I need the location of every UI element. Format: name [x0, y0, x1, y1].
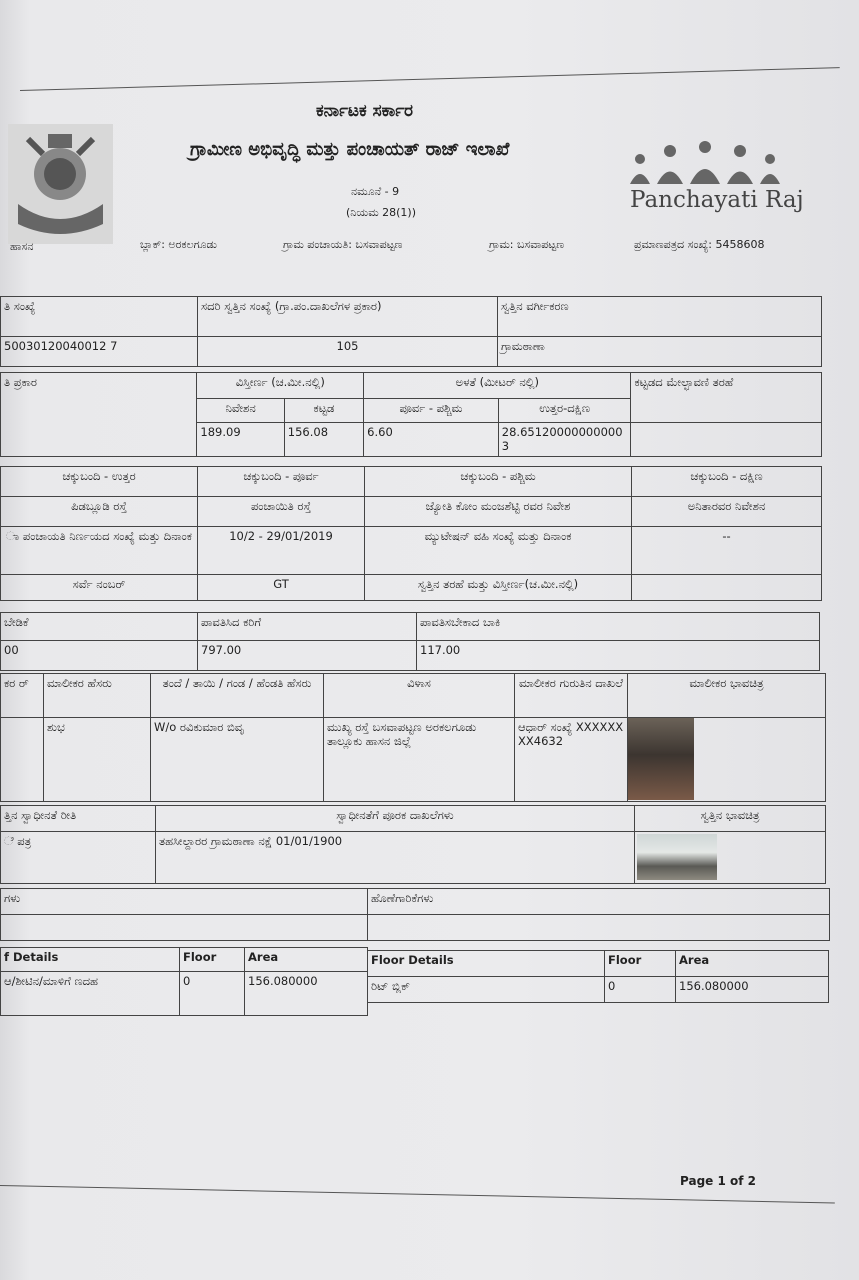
liabilities-table: [0, 888, 830, 941]
cell-area-right-label: Area: [676, 951, 829, 977]
cell-ownership-method-value: ೆ ಪತ್ರ: [1, 832, 156, 884]
cell-area-right-value: 156.080000: [676, 977, 829, 1003]
cell-ew-label: ಪೂರ್ವ - ಪಶ್ಚಿಮ: [364, 399, 499, 423]
cell-balance-label: ಪಾವತಿಸಬೇಕಾದ ಬಾಕಿ: [417, 613, 820, 641]
cell-photo-value: [628, 718, 826, 802]
cell-east-label: ಚಕ್ಕುಬಂದಿ - ಪೂರ್ವ: [198, 467, 365, 497]
certificate-number: ಪ್ರಮಾಣಪತ್ರದ ಸಂಖ್ಯೆ: 5458608: [634, 238, 765, 251]
cell-resolution-label: ಾ ಪಂಚಾಯತಿ ನಿರ್ಣಯದ ಸಂಖ್ಯೆ ಮತ್ತು ದಿನಾಂಕ: [1, 527, 198, 575]
cell-ns-value: 28.651200000000003: [498, 423, 631, 457]
cell-mutation-value: --: [632, 527, 822, 575]
cell-west-value: ಜ್ಯೋತಿ ಕೋಂ ಮಂಜಶೆಟ್ಟಿ ರವರ ನಿವೇಶ: [365, 497, 632, 527]
cell-mutation-label: ಮ್ಯುಟೇಷನ್ ವಹಿ ಸಂಖ್ಯೆ ಮತ್ತು ದಿನಾಂಕ: [365, 527, 632, 575]
top-border-line: [20, 67, 840, 91]
floor-details-right-table: [367, 950, 829, 1003]
cell-photo-label: ಮಾಲೀಕರ ಭಾವಚಿತ್ರ: [628, 674, 826, 718]
village-label: ಗ್ರಾಮ: ಬಸವಾಪಟ್ಟಣ: [489, 238, 565, 251]
rule-number: (ನಿಯಮ 28(1)): [346, 206, 417, 219]
cell-north-value: ಪಿಡಬ್ಲೂಡಿ ರಸ್ತೆ: [1, 497, 198, 527]
owner-photo: [628, 718, 694, 800]
cell-north-label: ಚಕ್ಕುಬಂದಿ - ಉತ್ತರ: [1, 467, 198, 497]
cell-area-left-value: 156.080000: [245, 972, 368, 1016]
cell-east-value: ಪಂಚಾಯಿತಿ ರಸ್ತೆ: [198, 497, 365, 527]
cell-supporting-docs-label: ಸ್ವಾಧೀನತೆಗೆ ಪೂರಕ ದಾಖಲೆಗಳು: [156, 806, 635, 832]
department-title: ಗ್ರಾಮೀಣ ಅಭಿವೃದ್ಧಿ ಮತ್ತು ಪಂಚಾಯತ್ ರಾಜ್ ಇಲಾಖೆ: [190, 139, 510, 160]
cell-relation-label: ತಂದೆ / ತಾಯಿ / ಗಂಡ / ಹೆಂಡತಿ ಹೆಸರು: [151, 674, 324, 718]
cell-property-photo-label: ಸ್ವತ್ತಿನ ಭಾವಚಿತ್ರ: [635, 806, 826, 832]
cell-property-photo-value: [635, 832, 826, 884]
cell-south-value: ಅನಿತಾರವರ ನಿವೇಶನ: [632, 497, 822, 527]
cell-area-left-label: Area: [245, 948, 368, 972]
cell-survey-label: ಸರ್ವೆ ನಂಬರ್: [1, 575, 198, 601]
cell-address-value: ಮುಖ್ಯ ರಸ್ತೆ ಬಸವಾಪಟ್ಟಣ ಅರಕಲಗೂಡು ತಾಲ್ಲೂಕು ಹಾಸನ ಜಿಲ್ಲೆ: [324, 718, 515, 802]
cell-ownership-method-label: ತ್ತಿನ ಸ್ವಾಧೀನತೆ ರೀತಿ: [1, 806, 156, 832]
cell-id-value: ಆಧಾರ್ ಸಂಖ್ಯೆ XXXXXXXX4632: [515, 718, 628, 802]
cell-resolution-value: 10/2 - 29/01/2019: [198, 527, 365, 575]
cell-west-label: ಚಕ್ಕುಬಂದಿ - ಪಶ್ಚಿಮ: [365, 467, 632, 497]
cell-floor-left-label: Floor: [180, 948, 245, 972]
cell-building-value: 156.08: [284, 423, 363, 457]
cell-floor-right-value: 0: [605, 977, 676, 1003]
karnataka-emblem-icon: [8, 124, 113, 244]
cell-ns-label: ಉತ್ತರ-ದಕ್ಷಿಣ: [498, 399, 631, 423]
taluk-label: ಬ್ಲಾಕ್: ಅರಕಲಗೂಡು: [140, 238, 218, 251]
cell-sadari-label: ಸದರಿ ಸ್ವತ್ತಿನ ಸಂಖ್ಯೆ (ಗ್ರಾ.ಪಂ.ದಾಖಲೆಗಳ ಪ್ರಕಾರ): [198, 297, 498, 337]
cell-address-label: ವಿಳಾಸ: [324, 674, 515, 718]
ownership-doc-table: [0, 805, 826, 884]
cell-site-value: 189.09: [197, 423, 284, 457]
cell-owner-name-value: ಶುಭ: [44, 718, 151, 802]
cell-balance-value: 117.00: [417, 641, 820, 671]
cell-property-no-value: 50030120040012 7: [1, 337, 198, 367]
cell-floor-left-value: 0: [180, 972, 245, 1016]
cell-classification-label: ಸ್ವತ್ತಿನ ವರ್ಗೀಕರಣ: [498, 297, 822, 337]
cell-demand-label: ಬೇಡಿಕೆ: [1, 613, 198, 641]
cell-sadari-value: 105: [198, 337, 498, 367]
cell-supporting-docs-value: ತಹಸೀಲ್ದಾರರ ಗ್ರಾಮಠಾಣಾ ನಕ್ಷೆ 01/01/1900: [156, 832, 635, 884]
cell-floor-details-right-label: Floor Details: [368, 951, 605, 977]
cell-measure-label: ಅಳತೆ (ಮೀಟರ್ ನಲ್ಲಿ): [364, 373, 631, 399]
govt-title: ಕರ್ನಾಟಕ ಸರ್ಕಾರ: [316, 101, 414, 121]
cell-roof-label: ಕಟ್ಟಡದ ಮೇಲ್ಛಾವಣಿ ತರಹೆ: [631, 373, 822, 423]
tax-table: [0, 612, 820, 671]
cell-floor-details-right-value: ರಿಟ್ ಬ್ಲಿಕ್: [368, 977, 605, 1003]
cell-owner-no-value: [1, 718, 44, 802]
cell-id-label: ಮಾಲೀಕರ ಗುರುತಿನ ದಾಖಲೆ: [515, 674, 628, 718]
gram-panchayat-label: ಗ್ರಾಮ ಪಂಚಾಯತಿ: ಬಸವಾಪಟ್ಟಣ: [283, 238, 403, 251]
property-photo: [637, 834, 717, 880]
boundaries-table: [0, 466, 822, 601]
property-id-table: [0, 296, 822, 367]
cell-building-label: ಕಟ್ಟಡ: [284, 399, 363, 423]
floor-details-left-table: [0, 947, 368, 1016]
cell-floor-right-label: Floor: [605, 951, 676, 977]
cell-survey-value: GT: [198, 575, 365, 601]
cell-owner-name-label: ಮಾಲೀಕರ ಹೆಸರು: [44, 674, 151, 718]
cell-type-label: ತಿ ಪ್ರಕಾರ: [1, 373, 197, 457]
cell-rights-value: [1, 915, 368, 941]
cell-liabilities-label: ಹೊಣೆಗಾರಿಕೆಗಳು: [368, 889, 830, 915]
cell-site-label: ನಿವೇಶನ: [197, 399, 284, 423]
cell-south-label: ಚಕ್ಕುಬಂದಿ - ದಕ್ಷಿಣ: [632, 467, 822, 497]
page-number: Page 1 of 2: [680, 1174, 756, 1188]
district-label: ಹಾಸನ: [10, 240, 34, 253]
cell-property-no-label: ತಿ ಸಂಖ್ಯೆ: [1, 297, 198, 337]
cell-relation-value: W/o ರವಿಕುಮಾರ ಬಿವೃ: [151, 718, 324, 802]
cell-roof-value: [631, 423, 822, 457]
cell-paid-value: 797.00: [198, 641, 417, 671]
cell-floor-details-left-label: f Details: [1, 948, 180, 972]
cell-demand-value: 00: [1, 641, 198, 671]
cell-rights-label: ಗಳು: [1, 889, 368, 915]
cell-type-size-label: ಸ್ವತ್ತಿನ ತರಹೆ ಮತ್ತು ವಿಸ್ತೀರ್ಣ(ಚ.ಮೀ.ನಲ್ಲಿ): [365, 575, 632, 601]
cell-ew-value: 6.60: [364, 423, 499, 457]
cell-owner-no-label: ಕರ ರ್: [1, 674, 44, 718]
form-number: ನಮೂನೆ - 9: [351, 185, 400, 198]
dimension-table: [0, 372, 822, 457]
cell-classification-value: ಗ್ರಾಮಠಾಣಾ: [498, 337, 822, 367]
cell-paid-label: ಪಾವತಿಸಿದ ಕರಿಗೆ: [198, 613, 417, 641]
cell-type-size-value: [632, 575, 822, 601]
cell-liabilities-value: [368, 915, 830, 941]
owner-table: [0, 673, 826, 802]
panchayati-raj-text: Panchayati Raj: [630, 187, 804, 213]
cell-area-label: ವಿಸ್ತೀರ್ಣ (ಚ.ಮೀ.ನಲ್ಲಿ): [197, 373, 364, 399]
cell-floor-details-left-value: ಆ/ಶೀಟಿನ/ಮಾಳಿಗೆ ಣದಹ: [1, 972, 180, 1016]
